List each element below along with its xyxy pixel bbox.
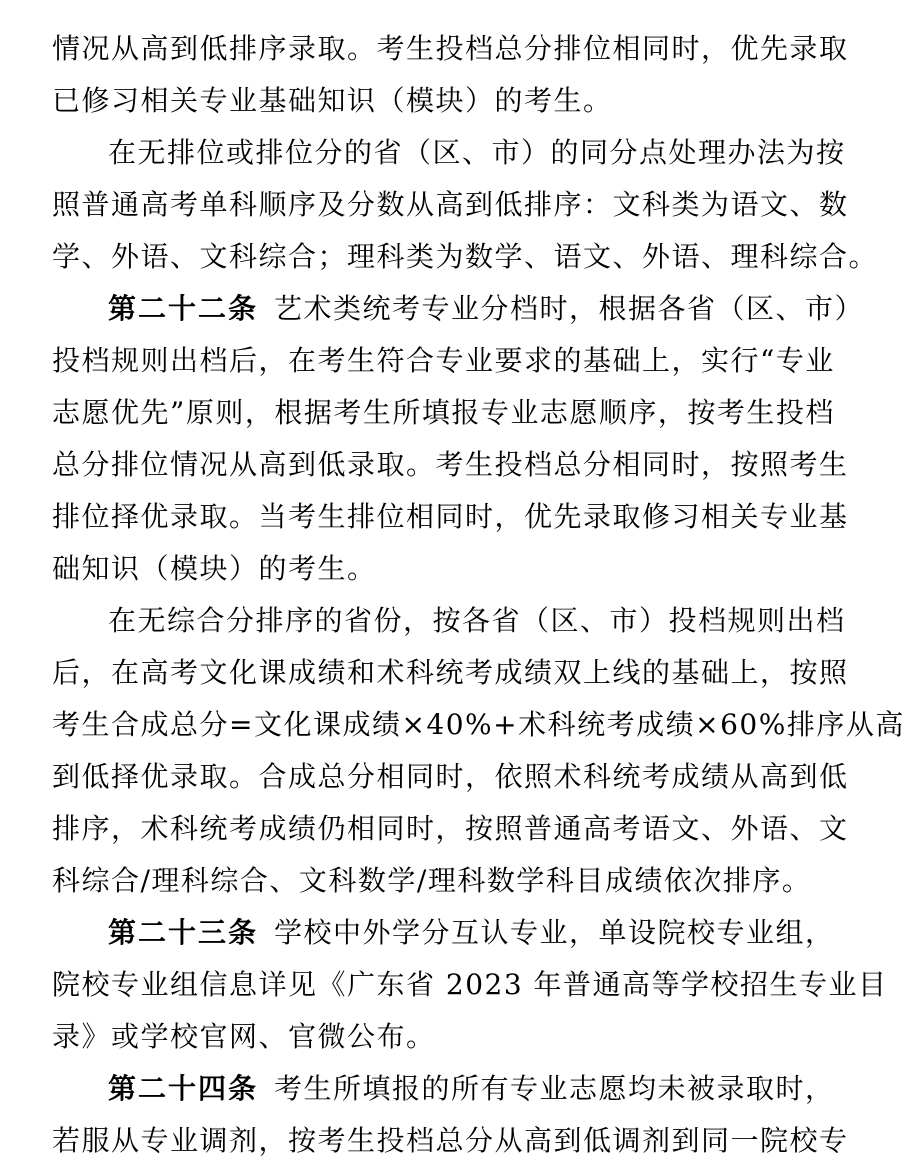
text-line: 科综合/理科综合、文科数学/理科数学科目成绩依次排序。 — [52, 864, 812, 897]
text-line: 投档规则出档后，在考生符合专业要求的基础上，实行“专业 — [52, 344, 835, 377]
text-line: 若服从专业调剂，按考生投档总分从高到低调剂到同一院校专 — [52, 1124, 849, 1157]
text-line: 院校专业组信息详见《广东省 2023 年普通高等学校招生专业目 — [52, 968, 888, 1001]
text-line: 照普通高考单科顺序及分数从高到低排序：文科类为语文、数 — [52, 188, 849, 221]
text-line: 排序，术科统考成绩仍相同时，按照普通高考语文、外语、文 — [52, 812, 849, 845]
text-line: 排位择优录取。当考生排位相同时，优先录取修习相关专业基 — [52, 500, 849, 533]
text-line: 总分排位情况从高到低录取。考生投档总分相同时，按照考生 — [52, 448, 849, 481]
text-line: 已修习相关专业基础知识（模块）的考生。 — [52, 84, 613, 117]
article-22-line — [108, 289, 864, 329]
article-text: 考生所填报的所有专业志愿均未被录取时， — [274, 1072, 835, 1105]
article-heading: 第二十三条 — [108, 916, 259, 949]
text-line: 在无综合分排序的省份，按各省（区、市）投档规则出档 — [108, 604, 846, 637]
text-line: 志愿优先”原则，根据考生所填报专业志愿顺序，按考生投档 — [52, 396, 835, 429]
article-heading: 第二十二条 — [108, 292, 259, 325]
text-line: 录》或学校官网、官微公布。 — [52, 1020, 436, 1053]
text-line: 情况从高到低排序录取。考生投档总分排位相同时，优先录取 — [52, 32, 849, 65]
article-heading: 第二十四条 — [108, 1072, 259, 1105]
article-23-line — [108, 913, 835, 953]
text-line: 在无排位或排位分的省（区、市）的同分点处理办法为按 — [108, 136, 846, 169]
article-24-line — [108, 1069, 835, 1109]
text-line: 考生合成总分=文化课成绩×40%+术科统考成绩×60%排序从高 — [52, 708, 905, 741]
text-line: 后，在高考文化课成绩和术科统考成绩双上线的基础上，按照 — [52, 656, 849, 689]
article-text: 学校中外学分互认专业，单设院校专业组， — [274, 916, 835, 949]
text-line: 学、外语、文科综合；理科类为数学、语文、外语、理科综合。 — [52, 240, 879, 273]
article-text: 艺术类统考专业分档时，根据各省（区、市） — [274, 292, 865, 325]
text-line: 础知识（模块）的考生。 — [52, 552, 377, 585]
text-line: 到低择优录取。合成总分相同时，依照术科统考成绩从高到低 — [52, 760, 849, 793]
